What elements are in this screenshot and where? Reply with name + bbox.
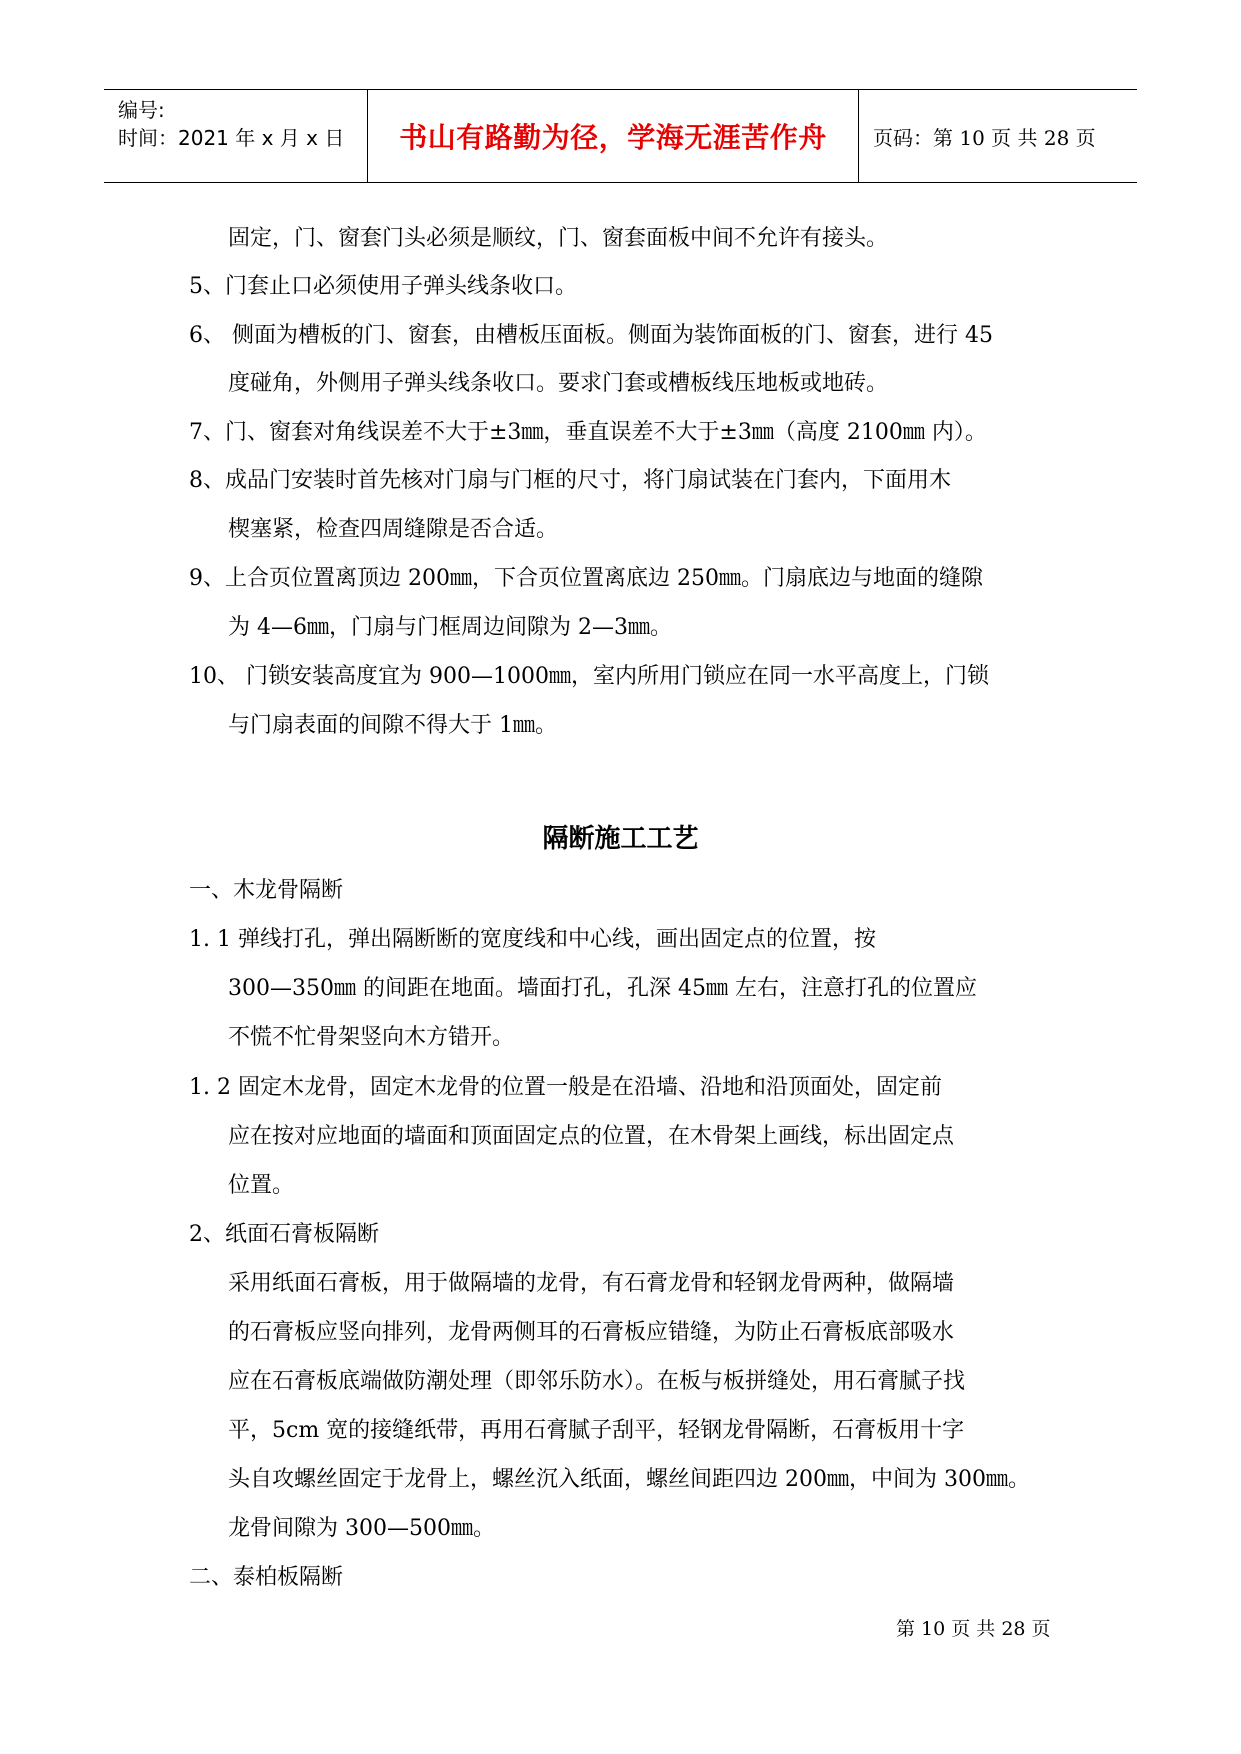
section-line: 1. 2 固定木龙骨，固定木龙骨的位置一般是在沿墙、沿地和沿顶面处，固定前: [189, 1075, 942, 1100]
body-line: 9、上合页位置离顶边 200㎜，下合页位置离底边 250㎜。门扇底边与地面的缝隙: [189, 566, 983, 591]
body-line: 5、门套止口必须使用子弹头线条收口。: [189, 274, 577, 299]
page-footer: 第 10 页 共 28 页: [896, 1618, 1051, 1640]
section-line: 应在按对应地面的墙面和顶面固定点的位置，在木骨架上画线，标出固定点: [228, 1124, 955, 1149]
body-line: 度碰角，外侧用子弹头线条收口。要求门套或槽板线压地板或地砖。: [228, 371, 889, 396]
section-line: 的石膏板应竖向排列，龙骨两侧耳的石膏板应错缝，为防止石膏板底部吸水: [228, 1320, 955, 1345]
section-heading: 一、木龙骨隔断: [189, 878, 344, 903]
header-motto: 书山有路勤为径，学海无涯苦作舟: [399, 121, 827, 154]
body-line: 6、 侧面为槽板的门、窗套，由槽板压面板。侧面为装饰面板的门、窗套，进行 45: [189, 323, 993, 348]
document-number-label: 编号:: [118, 98, 165, 122]
body-line: 10、 门锁安装高度宜为 900—1000㎜，室内所用门锁应在同一水平高度上，门锁: [189, 664, 989, 689]
body-line: 固定，门、窗套门头必须是顺纹，门、窗套面板中间不允许有接头。: [228, 226, 889, 251]
header-page-cell: [859, 90, 1137, 182]
body-line: 楔塞紧，检查四周缝隙是否合适。: [228, 517, 559, 542]
section-line: 采用纸面石膏板，用于做隔墙的龙骨，有石膏龙骨和轻钢龙骨两种，做隔墙: [228, 1271, 955, 1296]
page-header: [104, 89, 1137, 183]
section-line: 1. 1 弹线打孔，弹出隔断断的宽度线和中心线，画出固定点的位置，按: [189, 927, 876, 952]
section-heading: 2、纸面石膏板隔断: [189, 1222, 379, 1247]
body-line: 7、门、窗套对角线误差不大于±3㎜，垂直误差不大于±3㎜（高度 2100㎜ 内）。: [189, 420, 987, 445]
body-line: 8、成品门安装时首先核对门扇与门框的尺寸，将门扇试装在门套内，下面用木: [189, 468, 951, 493]
body-line: 为 4—6㎜，门扇与门框周边间隙为 2—3㎜。: [228, 615, 672, 640]
section-line: 300—350㎜ 的间距在地面。墙面打孔，孔深 45㎜ 左右，注意打孔的位置应: [228, 976, 977, 1001]
document-time-label: 时间：2021 年 x 月 x 日: [118, 126, 345, 150]
section-line: 不慌不忙骨架竖向木方错开。: [228, 1025, 515, 1050]
header-motto-cell: [367, 90, 859, 182]
header-left-cell: [104, 90, 367, 182]
section-line: 头自攻螺丝固定于龙骨上，螺丝沉入纸面，螺丝间距四边 200㎜，中间为 300㎜。: [228, 1467, 1030, 1492]
section-heading: 二、泰柏板隔断: [189, 1565, 344, 1590]
section-line: 平，5cm 宽的接缝纸带，再用石膏腻子刮平，轻钢龙骨隔断，石膏板用十字: [228, 1418, 965, 1443]
body-line: 与门扇表面的间隙不得大于 1㎜。: [228, 713, 557, 738]
section-line: 应在石膏板底端做防潮处理（即邻乐防水）。在板与板拼缝处，用石膏腻子找: [228, 1369, 966, 1394]
section-line: 龙骨间隙为 300—500㎜。: [228, 1516, 495, 1541]
section-title: 隔断施工工艺: [542, 824, 699, 854]
section-line: 位置。: [228, 1173, 295, 1198]
header-page-info: 页码：第 10 页 共 28 页: [873, 125, 1096, 150]
